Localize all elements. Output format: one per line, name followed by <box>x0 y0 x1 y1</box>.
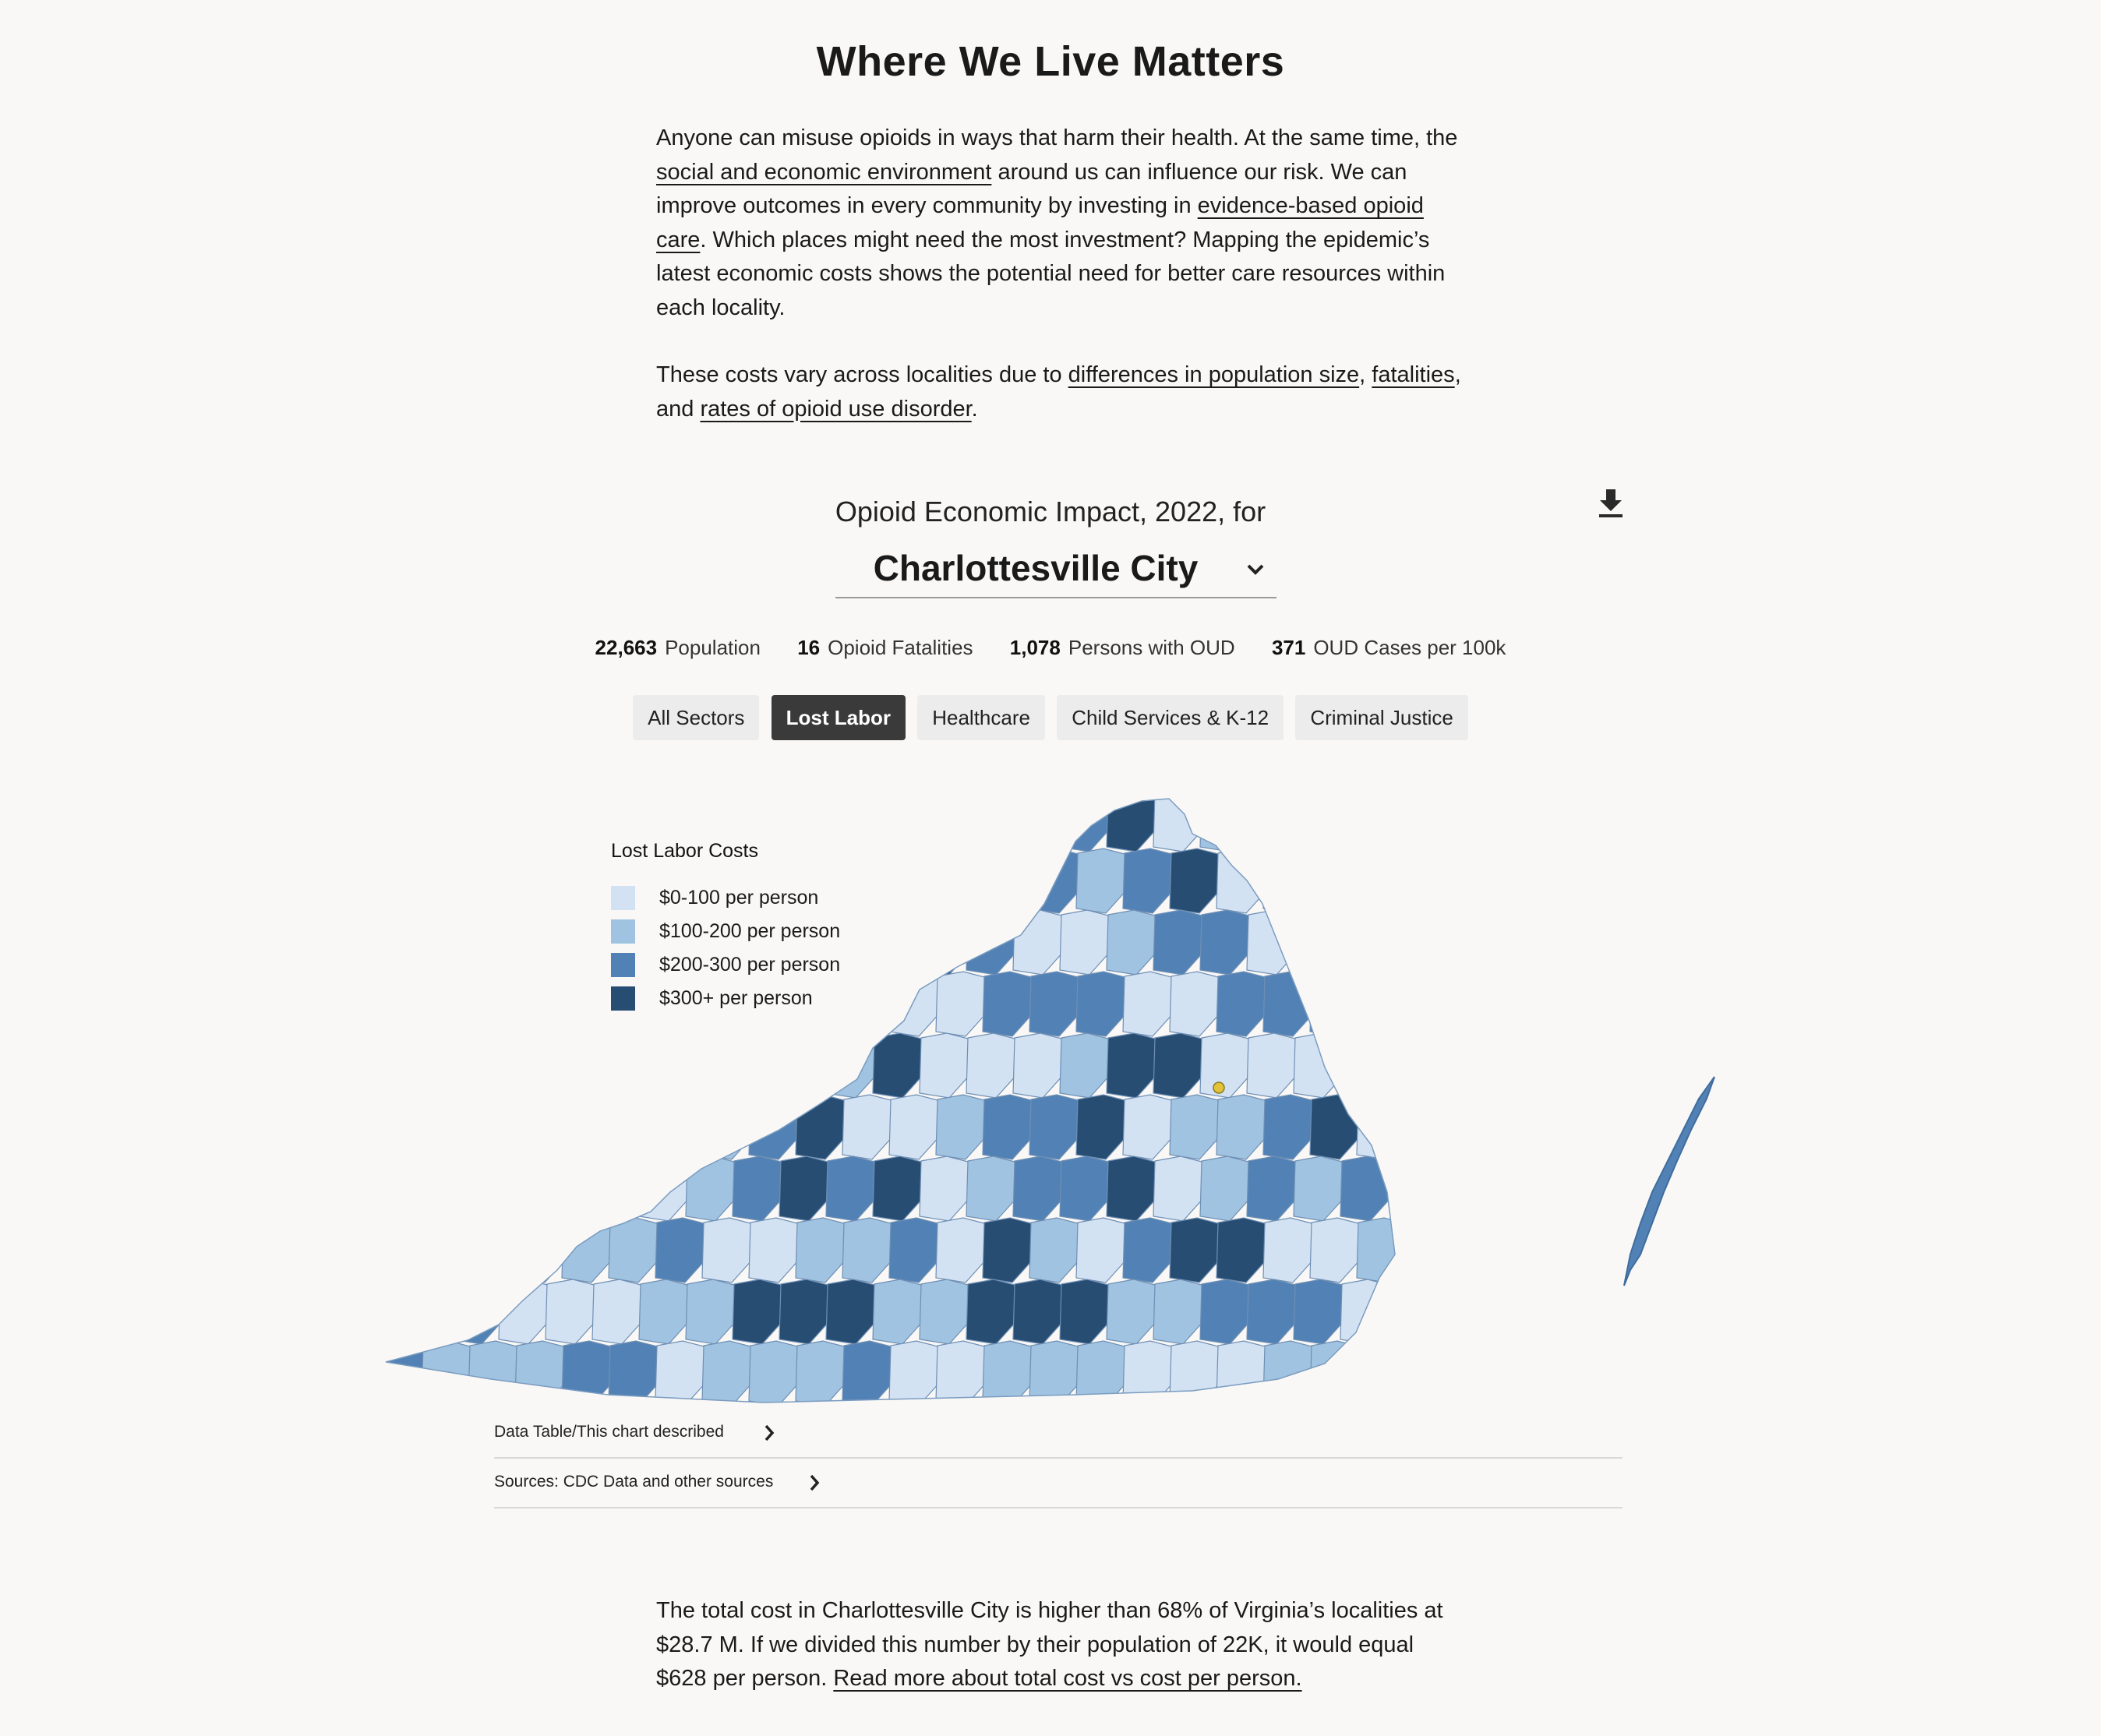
locality-region[interactable] <box>686 1156 740 1221</box>
locality-region[interactable] <box>873 1279 927 1344</box>
intro-text-segment: . <box>971 396 978 422</box>
locality-region[interactable] <box>452 1033 507 1098</box>
locality-region[interactable] <box>966 787 1021 852</box>
intro-text-segment: . Which places might need the most investment? Mapping the epidemic’s latest economic costs shows the potential need for better care resources within each locality. <box>656 227 1446 320</box>
stat-value: 16 <box>797 636 821 659</box>
locality-region[interactable] <box>936 1218 990 1283</box>
locality-region[interactable] <box>1013 1156 1068 1221</box>
intro-text-segment: Anyone can misuse opioids in ways that harm their health. At the same time, the <box>656 125 1458 150</box>
locality-region[interactable] <box>983 1218 1037 1283</box>
locality-region[interactable] <box>796 849 850 913</box>
locality-region[interactable] <box>1247 1156 1301 1221</box>
locality-region[interactable] <box>936 972 990 1036</box>
locality-region[interactable] <box>889 849 944 913</box>
locality-region[interactable] <box>779 787 834 852</box>
locality-region[interactable] <box>842 849 897 913</box>
locality-region[interactable] <box>779 1156 834 1221</box>
locality-region[interactable] <box>468 849 523 913</box>
locality-region[interactable] <box>452 787 507 852</box>
locality-region[interactable] <box>562 1095 616 1159</box>
locality-region[interactable] <box>1013 910 1068 975</box>
locality-region[interactable] <box>1107 1279 1161 1344</box>
locality-region[interactable] <box>1107 1033 1161 1098</box>
locality-region[interactable] <box>1170 1095 1224 1159</box>
locality-region[interactable] <box>1247 1279 1301 1344</box>
intro-text-segment: , <box>1359 362 1372 387</box>
locality-region[interactable] <box>1200 910 1255 975</box>
locality-region[interactable] <box>562 849 616 913</box>
locality-region[interactable] <box>375 1218 429 1283</box>
locality-region[interactable] <box>1076 972 1131 1036</box>
locality-region[interactable] <box>749 1095 803 1159</box>
oud-rates-link[interactable]: rates of opioid use disorder <box>700 396 972 422</box>
locality-region[interactable] <box>468 972 523 1036</box>
population-size-link[interactable]: differences in population size <box>1068 362 1360 387</box>
locality-region[interactable] <box>1200 1156 1255 1221</box>
locality-region[interactable] <box>749 849 803 913</box>
chevron-down-icon <box>1245 561 1266 578</box>
locality-region[interactable] <box>562 972 616 1036</box>
locality-region[interactable] <box>1247 910 1301 975</box>
tab-all-sectors[interactable]: All Sectors <box>633 695 759 740</box>
locality-region[interactable] <box>966 1156 1021 1221</box>
sector-tabs <box>0 695 2101 740</box>
locality-region[interactable] <box>1340 910 1395 975</box>
locality-region[interactable] <box>1013 1279 1068 1344</box>
locality-region[interactable] <box>1200 1279 1255 1344</box>
locality-region[interactable] <box>1076 1341 1131 1406</box>
tab-lost-labor[interactable]: Lost Labor <box>772 695 906 740</box>
locality-region[interactable] <box>779 910 834 975</box>
locality-region[interactable] <box>1310 1218 1365 1283</box>
locality-region[interactable] <box>826 1156 881 1221</box>
stat-value: 1,078 <box>1009 636 1061 659</box>
locality-region[interactable] <box>499 787 553 852</box>
locality-region[interactable] <box>1247 787 1301 852</box>
locality-region[interactable] <box>374 910 413 975</box>
accordion-label: Sources: CDC Data and other sources <box>494 1473 774 1491</box>
locality-region[interactable] <box>592 787 647 852</box>
locality-region[interactable] <box>733 1279 787 1344</box>
locality-region[interactable] <box>655 849 710 913</box>
locality-region[interactable] <box>562 1218 616 1283</box>
stat-label: Persons with OUD <box>1068 636 1235 659</box>
locality-region[interactable] <box>920 1279 974 1344</box>
locality-region[interactable] <box>733 787 787 852</box>
locality-region[interactable] <box>1216 1341 1271 1406</box>
locality-region[interactable] <box>405 910 460 975</box>
legend-label: $200-300 per person <box>659 954 841 976</box>
intro-text-segment: , and <box>656 362 1461 422</box>
locality-region[interactable] <box>842 1218 897 1283</box>
locality-region[interactable] <box>966 910 1021 975</box>
intro-text-segment: These costs vary across localities due to <box>656 362 1068 387</box>
locality-region[interactable] <box>920 1156 974 1221</box>
locality-region[interactable] <box>1123 1341 1178 1406</box>
locality-region[interactable] <box>686 787 740 852</box>
stat-label: OUD Cases per 100k <box>1313 636 1506 659</box>
locality-region[interactable] <box>1170 1218 1224 1283</box>
locality-region[interactable] <box>375 849 429 913</box>
virginia-choropleth-map[interactable] <box>374 787 1746 1410</box>
chart-header: Opioid Economic Impact, 2022, for <box>835 496 1266 528</box>
stat-value: 22,663 <box>595 636 658 659</box>
locality-region[interactable] <box>405 1033 460 1098</box>
locality-region[interactable] <box>889 1218 944 1283</box>
intro-text-segment: around us can influence our risk. We can improve outcomes in every community by investing in <box>656 159 1407 218</box>
locality-region[interactable] <box>1060 1279 1114 1344</box>
locality-region[interactable] <box>655 1095 710 1159</box>
locality-region[interactable] <box>1060 787 1114 852</box>
stat-fatalities <box>797 636 973 660</box>
locality-region[interactable] <box>749 972 803 1036</box>
locality-region[interactable] <box>1123 972 1178 1036</box>
locality-region[interactable] <box>546 1156 600 1221</box>
locality-region[interactable] <box>796 1218 850 1283</box>
chevron-right-icon <box>764 1424 775 1441</box>
locality-region[interactable] <box>826 1279 881 1344</box>
locality-region[interactable] <box>546 1033 600 1098</box>
locality-region[interactable] <box>1357 1218 1411 1283</box>
locality-region[interactable] <box>686 1033 740 1098</box>
locality-region[interactable] <box>889 1095 944 1159</box>
locality-region[interactable] <box>422 849 476 913</box>
locality-region[interactable] <box>1216 1218 1271 1283</box>
locality-region[interactable] <box>1310 972 1365 1036</box>
locality-region[interactable] <box>546 910 600 975</box>
locality-region[interactable] <box>1060 1033 1114 1098</box>
locality-region[interactable] <box>1107 787 1161 852</box>
locality-region[interactable] <box>405 787 460 852</box>
locality-region[interactable] <box>592 910 647 975</box>
locality-region[interactable] <box>873 1033 927 1098</box>
intro-paragraph-2 <box>656 358 1467 426</box>
tab-criminal-justice[interactable]: Criminal Justice <box>1295 695 1468 740</box>
locality-region[interactable] <box>842 972 897 1036</box>
locality-region[interactable] <box>966 1033 1021 1098</box>
locality-region[interactable] <box>1263 1341 1318 1406</box>
locality-region[interactable] <box>1310 1095 1365 1159</box>
stat-persons-oud <box>1010 636 1235 660</box>
tab-child-services[interactable]: Child Services & K-12 <box>1057 695 1284 740</box>
locality-region[interactable] <box>1216 972 1271 1036</box>
locality-region[interactable] <box>983 849 1037 913</box>
accordion-label: Data Table/This chart described <box>494 1423 724 1441</box>
intro-paragraph-1 <box>656 122 1467 325</box>
locality-region[interactable] <box>1107 1156 1161 1221</box>
locality-region[interactable] <box>1170 972 1224 1036</box>
locality-region[interactable] <box>1076 1218 1131 1283</box>
legend-label: $0-100 per person <box>659 887 819 909</box>
locality-region[interactable] <box>920 787 974 852</box>
locality-region[interactable] <box>826 1033 881 1098</box>
stat-oud-rate <box>1272 636 1506 660</box>
locality-region[interactable] <box>1357 972 1411 1036</box>
locality-region[interactable] <box>1170 849 1224 913</box>
locality-region[interactable] <box>374 1156 413 1221</box>
locality-region[interactable] <box>592 1033 647 1098</box>
locality-region[interactable] <box>1153 1156 1208 1221</box>
stats-row <box>0 636 2101 660</box>
locality-region[interactable] <box>374 1033 413 1098</box>
locality-region[interactable] <box>405 1156 460 1221</box>
locality-region[interactable] <box>609 849 663 913</box>
locality-region[interactable] <box>375 1341 429 1406</box>
locality-region[interactable] <box>826 787 881 852</box>
locality-region[interactable] <box>609 1095 663 1159</box>
locality-region[interactable] <box>609 972 663 1036</box>
locality-region[interactable] <box>1263 1218 1318 1283</box>
locality-region[interactable] <box>499 1033 553 1098</box>
locality-region[interactable] <box>422 1218 476 1283</box>
locality-region[interactable] <box>842 1095 897 1159</box>
locality-region[interactable] <box>1340 787 1395 852</box>
locality-region[interactable] <box>374 787 413 852</box>
locality-region[interactable] <box>375 972 429 1036</box>
summary-text <box>656 1594 1467 1696</box>
locality-region[interactable] <box>655 1218 710 1283</box>
locality-region[interactable] <box>796 972 850 1036</box>
locality-region[interactable] <box>889 1341 944 1406</box>
locality-region[interactable] <box>515 849 570 913</box>
locality-region[interactable] <box>1357 849 1411 913</box>
locality-region[interactable] <box>779 1033 834 1098</box>
locality-region[interactable] <box>796 1095 850 1159</box>
stat-label: Population <box>665 636 761 659</box>
locality-region[interactable] <box>546 1279 600 1344</box>
locality-region[interactable] <box>499 910 553 975</box>
locality-region[interactable] <box>1357 1341 1411 1406</box>
locality-region[interactable] <box>499 1156 553 1221</box>
locality-select[interactable] <box>835 542 1276 598</box>
locality-region[interactable] <box>515 1218 570 1283</box>
chevron-right-icon <box>809 1474 820 1491</box>
legend-title: Lost Labor Costs <box>611 840 758 862</box>
locality-region[interactable] <box>936 1341 990 1406</box>
locality-region[interactable] <box>1060 1156 1114 1221</box>
locality-region[interactable] <box>1340 1156 1395 1221</box>
stat-label: Opioid Fatalities <box>828 636 973 659</box>
locality-region[interactable] <box>702 1341 757 1406</box>
locality-region[interactable] <box>1013 787 1068 852</box>
locality-region[interactable] <box>733 1156 787 1221</box>
locality-region[interactable] <box>609 1218 663 1283</box>
locality-region[interactable] <box>1123 1218 1178 1283</box>
locality-region[interactable] <box>562 1341 616 1406</box>
locality-region[interactable] <box>1076 849 1131 913</box>
sources-accordion[interactable] <box>494 1459 1623 1508</box>
locality-region[interactable] <box>983 972 1037 1036</box>
locality-region[interactable] <box>1357 1095 1411 1159</box>
locality-region[interactable] <box>1153 1279 1208 1344</box>
locality-region[interactable] <box>1107 910 1161 975</box>
locality-region[interactable] <box>733 1033 787 1098</box>
locality-region[interactable] <box>749 1218 803 1283</box>
locality-region[interactable] <box>826 910 881 975</box>
evidence-based-care-link[interactable]: evidence-based opioid care <box>656 193 1424 252</box>
locality-region[interactable] <box>873 1156 927 1221</box>
locality-region[interactable] <box>422 1095 476 1159</box>
locality-region[interactable] <box>966 1279 1021 1344</box>
locality-region[interactable] <box>639 1033 694 1098</box>
locality-region[interactable] <box>702 1218 757 1283</box>
locality-region[interactable] <box>1153 1033 1208 1098</box>
locality-select-value: Charlottesville City <box>873 548 1199 588</box>
locality-region[interactable] <box>1294 787 1348 852</box>
locality-region[interactable] <box>1263 849 1318 913</box>
locality-region[interactable] <box>639 910 694 975</box>
locality-region[interactable] <box>1294 1156 1348 1221</box>
locality-region[interactable] <box>779 1279 834 1344</box>
locality-region[interactable] <box>1340 1279 1395 1344</box>
legend-label: $100-200 per person <box>659 920 841 942</box>
fatalities-link[interactable]: fatalities <box>1372 362 1455 387</box>
locality-region[interactable] <box>686 1279 740 1344</box>
locality-region[interactable] <box>639 1279 694 1344</box>
locality-region[interactable] <box>1170 1341 1224 1406</box>
locality-region[interactable] <box>452 1156 507 1221</box>
locality-region[interactable] <box>468 1341 523 1406</box>
eastern-shore <box>1624 1077 1714 1286</box>
locality-region[interactable] <box>515 1341 570 1406</box>
locality-region[interactable] <box>920 910 974 975</box>
locality-region[interactable] <box>702 1095 757 1159</box>
locality-region[interactable] <box>1340 1033 1395 1098</box>
tab-healthcare[interactable]: Healthcare <box>917 695 1045 740</box>
locality-region[interactable] <box>1013 1033 1068 1098</box>
locality-region[interactable] <box>1200 1033 1255 1098</box>
locality-region[interactable] <box>1216 1095 1271 1159</box>
locality-region[interactable] <box>873 787 927 852</box>
locality-region[interactable] <box>639 1156 694 1221</box>
locality-region[interactable] <box>1153 787 1208 852</box>
locality-region[interactable] <box>796 1341 850 1406</box>
locality-region[interactable] <box>1294 1033 1348 1098</box>
locality-region[interactable] <box>422 972 476 1036</box>
locality-region[interactable] <box>1029 1218 1084 1283</box>
stat-value: 371 <box>1271 636 1306 659</box>
locality-region[interactable] <box>983 1095 1037 1159</box>
locality-region[interactable] <box>468 1218 523 1283</box>
locality-region[interactable] <box>1123 849 1178 913</box>
locality-region[interactable] <box>936 1095 990 1159</box>
locality-region[interactable] <box>375 1095 429 1159</box>
locality-region[interactable] <box>1310 849 1365 913</box>
locality-region[interactable] <box>842 1341 897 1406</box>
locality-region[interactable] <box>936 849 990 913</box>
locality-region[interactable] <box>499 1279 553 1344</box>
locality-region[interactable] <box>1263 1095 1318 1159</box>
locality-region[interactable] <box>592 1279 647 1344</box>
locality-region[interactable] <box>702 972 757 1036</box>
map-localities <box>374 787 1411 1406</box>
stat-population <box>595 636 761 660</box>
locality-region[interactable] <box>873 910 927 975</box>
locality-region[interactable] <box>592 1156 647 1221</box>
locality-region[interactable] <box>1060 910 1114 975</box>
selected-locality-marker <box>1213 1082 1224 1093</box>
legend-label: $300+ per person <box>659 987 813 1009</box>
locality-region[interactable] <box>1247 1033 1301 1098</box>
locality-region[interactable] <box>1076 1095 1131 1159</box>
locality-region[interactable] <box>1294 1279 1348 1344</box>
locality-region[interactable] <box>655 1341 710 1406</box>
locality-region[interactable] <box>546 787 600 852</box>
locality-region[interactable] <box>1123 1095 1178 1159</box>
locality-region[interactable] <box>405 1279 460 1344</box>
locality-region[interactable] <box>1263 972 1318 1036</box>
intro-text <box>656 122 1467 460</box>
locality-region[interactable] <box>733 910 787 975</box>
locality-region[interactable] <box>1294 910 1348 975</box>
locality-region[interactable] <box>702 849 757 913</box>
locality-region[interactable] <box>1029 972 1084 1036</box>
download-icon[interactable] <box>1598 488 1624 519</box>
locality-region[interactable] <box>655 972 710 1036</box>
locality-region[interactable] <box>749 1341 803 1406</box>
locality-region[interactable] <box>686 910 740 975</box>
locality-region[interactable] <box>374 1279 413 1344</box>
locality-region[interactable] <box>452 910 507 975</box>
data-table-accordion[interactable] <box>494 1409 1623 1459</box>
social-economic-link[interactable]: social and economic environment <box>656 159 992 185</box>
summary-paragraph <box>656 1594 1467 1696</box>
locality-region[interactable] <box>920 1033 974 1098</box>
locality-region[interactable] <box>1029 1095 1084 1159</box>
locality-region[interactable] <box>1153 910 1208 975</box>
locality-region[interactable] <box>639 787 694 852</box>
summary-text-segment: The total cost in Charlottesville City is higher than 68% of Virginia’s localities at $28.7 M. If we divided this number by their population of 22K, it would equal $628 per person. <box>656 1598 1443 1691</box>
locality-region[interactable] <box>515 1095 570 1159</box>
locality-region[interactable] <box>468 1095 523 1159</box>
locality-region[interactable] <box>515 972 570 1036</box>
total-vs-per-person-link[interactable]: Read more about total cost vs cost per person. <box>833 1666 1302 1691</box>
locality-region[interactable] <box>1029 849 1084 913</box>
page-title: Where We Live Matters <box>816 38 1285 85</box>
